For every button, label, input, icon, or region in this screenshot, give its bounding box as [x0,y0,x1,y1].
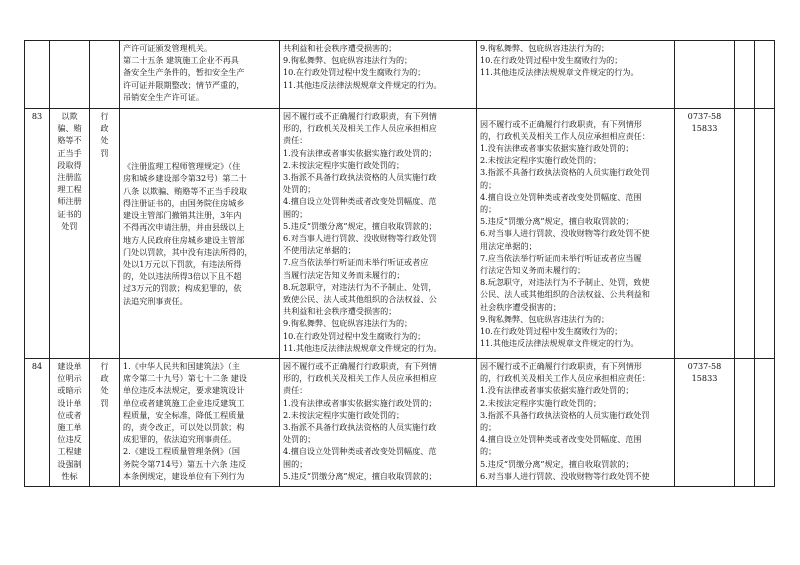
basis-line: 席令第二十九号）第七十二条 建设 [123,373,247,384]
row-number: 83 [25,109,50,359]
table-row [25,109,775,359]
item-name-cell [50,359,90,487]
basis-line: 过3万元的罚款；构成犯罪的，依 [123,283,242,294]
basis-line: 产许可证颁发管理机关。 [123,43,213,53]
basis-line: 地方人民政府住房城乡建设主管部 [123,234,245,245]
basis-line: 法追究刑事责任。 [123,295,188,306]
extra-cell [735,41,755,109]
resp-line: 6.对当事人进行罚款、没收财物等行政处罚不使 [480,228,650,239]
basis-line: 备安全生产条件的，暂扣安全生产 [123,67,245,78]
basis-line: 务院令第714号）第五十六条 违反 [123,458,247,469]
resp-line: 用法定单据的； [480,240,537,251]
phone-number-line: 15833 [691,373,718,384]
resp-line: 的； [480,422,497,433]
resp-line: 2.未按法定程序实施行政处罚的； [480,155,602,166]
resp-line: 9.徇私舞弊、包庇纵容违法行为的； [480,43,610,53]
basis-line: 第二十五条 建筑施工企业不再具 [123,55,239,66]
resp-line: 4.擅自设立处罚种类或者改变处罚幅度、范围 [480,191,642,202]
basis-line: 成犯罪的，依法追究刑事责任。 [123,434,237,445]
basis-line: 的，责令改正，可以处以罚款；构 [123,422,245,433]
phone-cell [675,41,735,109]
resp-line: 9.徇私舞弊、包庇纵容违法行为的； [480,313,610,324]
resp-line: 行法定告知义务而未履行的； [480,265,586,275]
duty-line: 11.其他违反法律法规规章文件规定的行为。 [283,79,442,90]
type-cell [90,41,120,109]
basis-cell [120,359,280,487]
basis-line: 程质量，安全标准，降低工程质量 [123,409,245,420]
duty-line: 当履行法定告知义务而未履行的； [283,269,405,280]
duty-line: 不使用法定单据的； [283,245,356,256]
resp-line: 1.没有法律或者事实依据实施行政处罚的； [480,385,634,396]
duty-line: 处罚的； [283,434,316,445]
duty-line: 4.擅自设立处罚种类或者改变处罚幅度、范 [283,446,437,457]
basis-line: 单位违反本法规定，要求建筑设计 [123,385,245,396]
num-cell [25,41,50,109]
extra-cell [755,109,775,359]
item-cell [50,41,90,109]
item-type-cell [90,109,120,359]
table-row [25,41,775,109]
duty-line: 围的； [283,208,308,219]
basis-line: 八条 以欺骗、贿赂等不正当手段取 [123,185,247,196]
resp-line: 的； [480,446,497,457]
extra-cell [755,359,775,487]
duty-line: 致使公民、法人或其他组织的合法权益、公 [283,294,437,305]
basis-line: 不得再次申请注册，并由县级以上 [123,222,245,233]
basis-line: 本条例规定，建设单位有下列行为 [123,470,245,481]
duty-line: 形的，行政机关及相关工作人员应承担相应 [283,123,437,134]
resp-line: 因不履行或不正确履行行政职责，有下列情形 [480,361,642,371]
resp-line: 6.对当事人进行罚款、没收财物等行政处罚不使 [480,470,650,481]
duty-line: 围的； [283,458,308,469]
duty-line: 责任： [283,385,308,396]
duty-line: 6.对当事人进行罚款、没收财物等行政处罚 [283,233,437,244]
resp-line: 社会秩序遭受损害的； [480,301,561,312]
basis-line: 许可证并限期整改；情节严重的， [123,79,245,90]
duty-cell [280,41,477,109]
item-type: 行政处罚 [100,361,109,408]
item-type: 行政处罚 [100,111,109,158]
basis-line: 建设主管部门撤销其注册，3年内 [123,210,242,221]
duty-line: 共利益和社会秩序遭受损害的； [283,43,397,53]
responsibility-cell [477,109,675,359]
duty-line: 7.应当依法举行听证而未举行听证或者应 [283,257,429,268]
extra-cell [735,359,755,487]
resp-line: 10.在行政处罚过程中发生腐败行为的； [480,326,623,337]
duty-line: 4.擅自设立处罚种类或者改变处罚幅度、范 [283,196,437,207]
duty-line: 因不履行或不正确履行行政职责，有下列情 [283,111,437,121]
duty-line: 2.未按法定程序实施行政处罚的； [283,409,405,420]
duty-line: 3.指派不具备行政执法资格的人员实施行政 [283,172,437,183]
resp-line: 3.指派不具备行政执法资格的人员实施行政处罚 [480,409,650,420]
phone-cell [675,109,735,359]
item-name-cell [50,109,90,359]
resp-line: 3.指派不具备行政执法资格的人员实施行政处罚 [480,167,650,178]
basis-line: 2.《建设工程质量管理条例》（国 [123,446,240,457]
phone-number-line: 0737-58 [687,361,722,371]
resp-line: 2.未按法定程序实施行政处罚的； [480,397,602,408]
basis-cell [120,109,280,359]
resp-line: 的，行政机关及相关工作人员应承担相应责任： [480,130,650,141]
basis-line: 《注册监理工程师管理规定》（住 [123,161,241,172]
resp-line: 7.应当依法举行听证而未举行听证或者应当履 [480,252,642,263]
resp-line: 4.擅自设立处罚种类或者改变处罚幅度、范围 [480,434,642,445]
duty-line: 责任： [283,135,308,146]
duty-line: 共利益和社会秩序遭受损害的； [283,306,397,317]
duty-line: 2.未按法定程序实施行政处罚的； [283,159,405,170]
basis-line: 房和城乡建设部令第32号）第二十 [123,173,247,184]
basis-line: 得注册证书的，由国务院住房城乡 [123,197,245,208]
phone-number-line: 15833 [691,123,718,134]
duty-line: 9.徇私舞弊、包庇纵容违法行为的； [283,55,413,66]
basis-line: 门处以罚款，其中没有违法所得的， [123,246,253,257]
duty-line: 1.没有法律或者事实依据实施行政处罚的； [283,397,437,408]
resp-line: 11.其他违反法律法规规章文件规定的行为。 [480,67,639,78]
resp-line: 10.在行政处罚过程中发生腐败行为的； [480,55,623,66]
item-name: 建设单位明示或暗示设计单位或者施工单位违反工程建设强制性标 [57,361,82,481]
duty-line: 10.在行政处罚过程中发生腐败行为的； [283,330,426,341]
duty-line: 9.徇私舞弊、包庇纵容违法行为的； [283,318,413,329]
phone-cell [675,359,735,487]
responsibility-cell [477,359,675,487]
resp-line: 公民、法人或其他组织的合法权益、公共利益和 [480,289,650,300]
table-row [25,359,775,487]
basis-line: 1.《中华人民共和国建筑法》（主 [123,361,240,371]
duty-line: 形的，行政机关及相关工作人员应承担相应 [283,373,437,384]
duty-line: 5.违反“罚缴分离”规定，擅自收取罚款的； [283,220,437,231]
resp-line: 11.其他违反法律法规规章文件规定的行为。 [480,338,639,349]
basis-line: 的，处以违法所得3倍以下且不超 [123,271,242,282]
item-name: 以欺骗、贿赂等不正当手段取得注册监理工程师注册证书的处罚 [57,111,82,231]
duty-cell [280,109,477,359]
duty-line: 1.没有法律或者事实依据实施行政处罚的； [283,147,437,158]
resp-line: 5.违反“罚缴分离”规定，擅自收取罚款的； [480,216,634,227]
duty-cell [280,359,477,487]
basis-line: 单位或者建筑施工企业违反建筑工 [123,397,245,408]
responsibility-cell [477,41,675,109]
duty-line: 8.玩忽职守，对违法行为不予制止、处罚， [283,281,437,292]
resp-line: 因不履行或不正确履行行政职责，有下列情形 [480,118,642,129]
duty-line: 5.违反“罚缴分离”规定，擅自收取罚款的； [283,470,437,481]
item-type-cell [90,359,120,487]
resp-line: 的； [480,203,497,214]
resp-line: 5.违反“罚缴分离”规定，擅自收取罚款的； [480,458,634,469]
duty-line: 处罚的； [283,184,316,195]
extra-cell [755,41,775,109]
duty-line: 10.在行政处罚过程中发生腐败行为的； [283,67,426,78]
row-number: 84 [25,359,50,487]
phone-number-line: 0737-58 [687,111,722,121]
duty-line: 因不履行或不正确履行行政职责，有下列情 [283,361,437,371]
extra-cell [735,109,755,359]
basis-line: 处以1万元以下罚款，有违法所得 [123,258,242,269]
duty-table [24,40,775,487]
resp-line: 的； [480,179,497,190]
resp-line: 8.玩忽职守，对违法行为不予制止、处罚，致使 [480,277,650,288]
resp-line: 的，行政机关及相关工作人员应承担相应责任： [480,373,650,384]
duty-line: 11.其他违反法律法规规章文件规定的行为。 [283,342,442,353]
resp-line: 1.没有法律或者事实依据实施行政处罚的； [480,142,634,153]
basis-line: 吊销安全生产许可证。 [123,91,204,102]
duty-line: 3.指派不具备行政执法资格的人员实施行政 [283,422,437,433]
basis-cell [120,41,280,109]
